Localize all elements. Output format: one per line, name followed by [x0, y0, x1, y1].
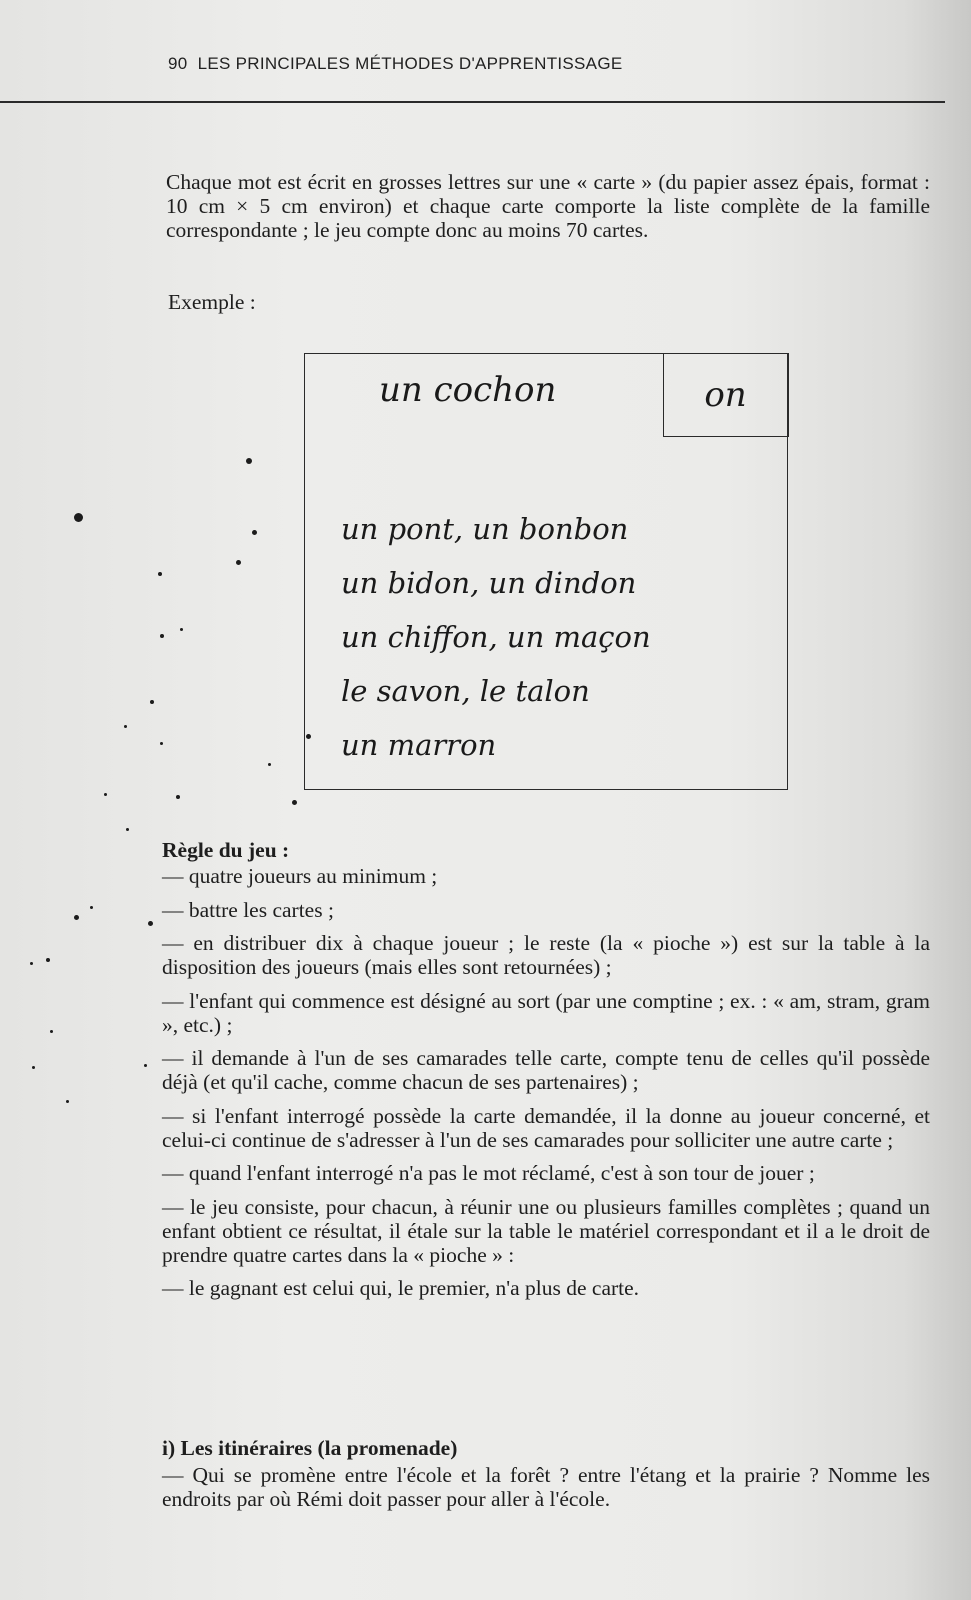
card-family-line: le savon, le talon	[341, 674, 590, 708]
section-title: i) Les itinéraires (la promenade)	[162, 1436, 458, 1460]
header-rule	[0, 101, 945, 103]
card-sound-box	[663, 353, 789, 437]
rule-item: — il demande à l'un de ses camarades telle carte, compte tenu de celles qu'il possède déjà (et qu'il cache, comme chacun de ses partenaires) ;	[162, 1046, 930, 1094]
card-family-line: un chiffon, un maçon	[341, 620, 651, 654]
section-paragraph: — Qui se promène entre l'école et la forêt ? entre l'étang et la prairie ? Nomme les endroits par où Rémi doit passer pour aller à l'école.	[162, 1463, 930, 1511]
rule-item: — en distribuer dix à chaque joueur ; le reste (la « pioche ») est sur la table à la disposition des joueurs (mais elles sont retournées) ;	[162, 931, 930, 979]
rule-item: — quatre joueurs au minimum ;	[162, 864, 438, 888]
page-number: 90	[168, 54, 188, 73]
family-card	[304, 353, 788, 790]
card-family-line: un bidon, un dindon	[341, 566, 637, 600]
card-word: un cochon	[379, 370, 557, 410]
card-family-list	[341, 502, 651, 772]
rule-item: — le gagnant est celui qui, le premier, n'a plus de carte.	[162, 1276, 640, 1300]
card-family-line: un pont, un bonbon	[341, 512, 629, 546]
rule-item: — quand l'enfant interrogé n'a pas le mot réclamé, c'est à son tour de jouer ;	[162, 1161, 815, 1185]
rules-list	[162, 864, 930, 1310]
intro-paragraph: Chaque mot est écrit en grosses lettres sur une « carte » (du papier assez épais, format : 10 cm × 5 cm environ) et chaque carte comporte la liste complète de la famille correspondante ; le jeu compte donc au moins 70 cartes.	[166, 170, 930, 242]
rule-item: — si l'enfant interrogé possède la carte demandée, il la donne au joueur concerné, et celui-ci continue de s'adresser à l'un de ses camarades pour solliciter une autre carte ;	[162, 1103, 930, 1152]
card-sound: on	[704, 374, 747, 415]
rule-item: — l'enfant qui commence est désigné au sort (par une comptine ; ex. : « am, stram, gram », etc.) ;	[162, 988, 930, 1037]
exemple-label: Exemple :	[168, 290, 256, 314]
rules-title: Règle du jeu :	[162, 838, 290, 862]
rule-item: — le jeu consiste, pour chacun, à réunir une ou plusieurs familles complètes ; quand un enfant obtient ce résultat, il étale sur la table le matériel correspondant et il a le droit de prendre quatre cartes dans la « pioche » :	[162, 1194, 930, 1267]
running-header	[168, 54, 622, 74]
card-family-line: un marron	[341, 728, 497, 762]
running-title: LES PRINCIPALES MÉTHODES D'APPRENTISSAGE	[197, 54, 623, 73]
rule-item: — battre les cartes ;	[162, 897, 334, 922]
